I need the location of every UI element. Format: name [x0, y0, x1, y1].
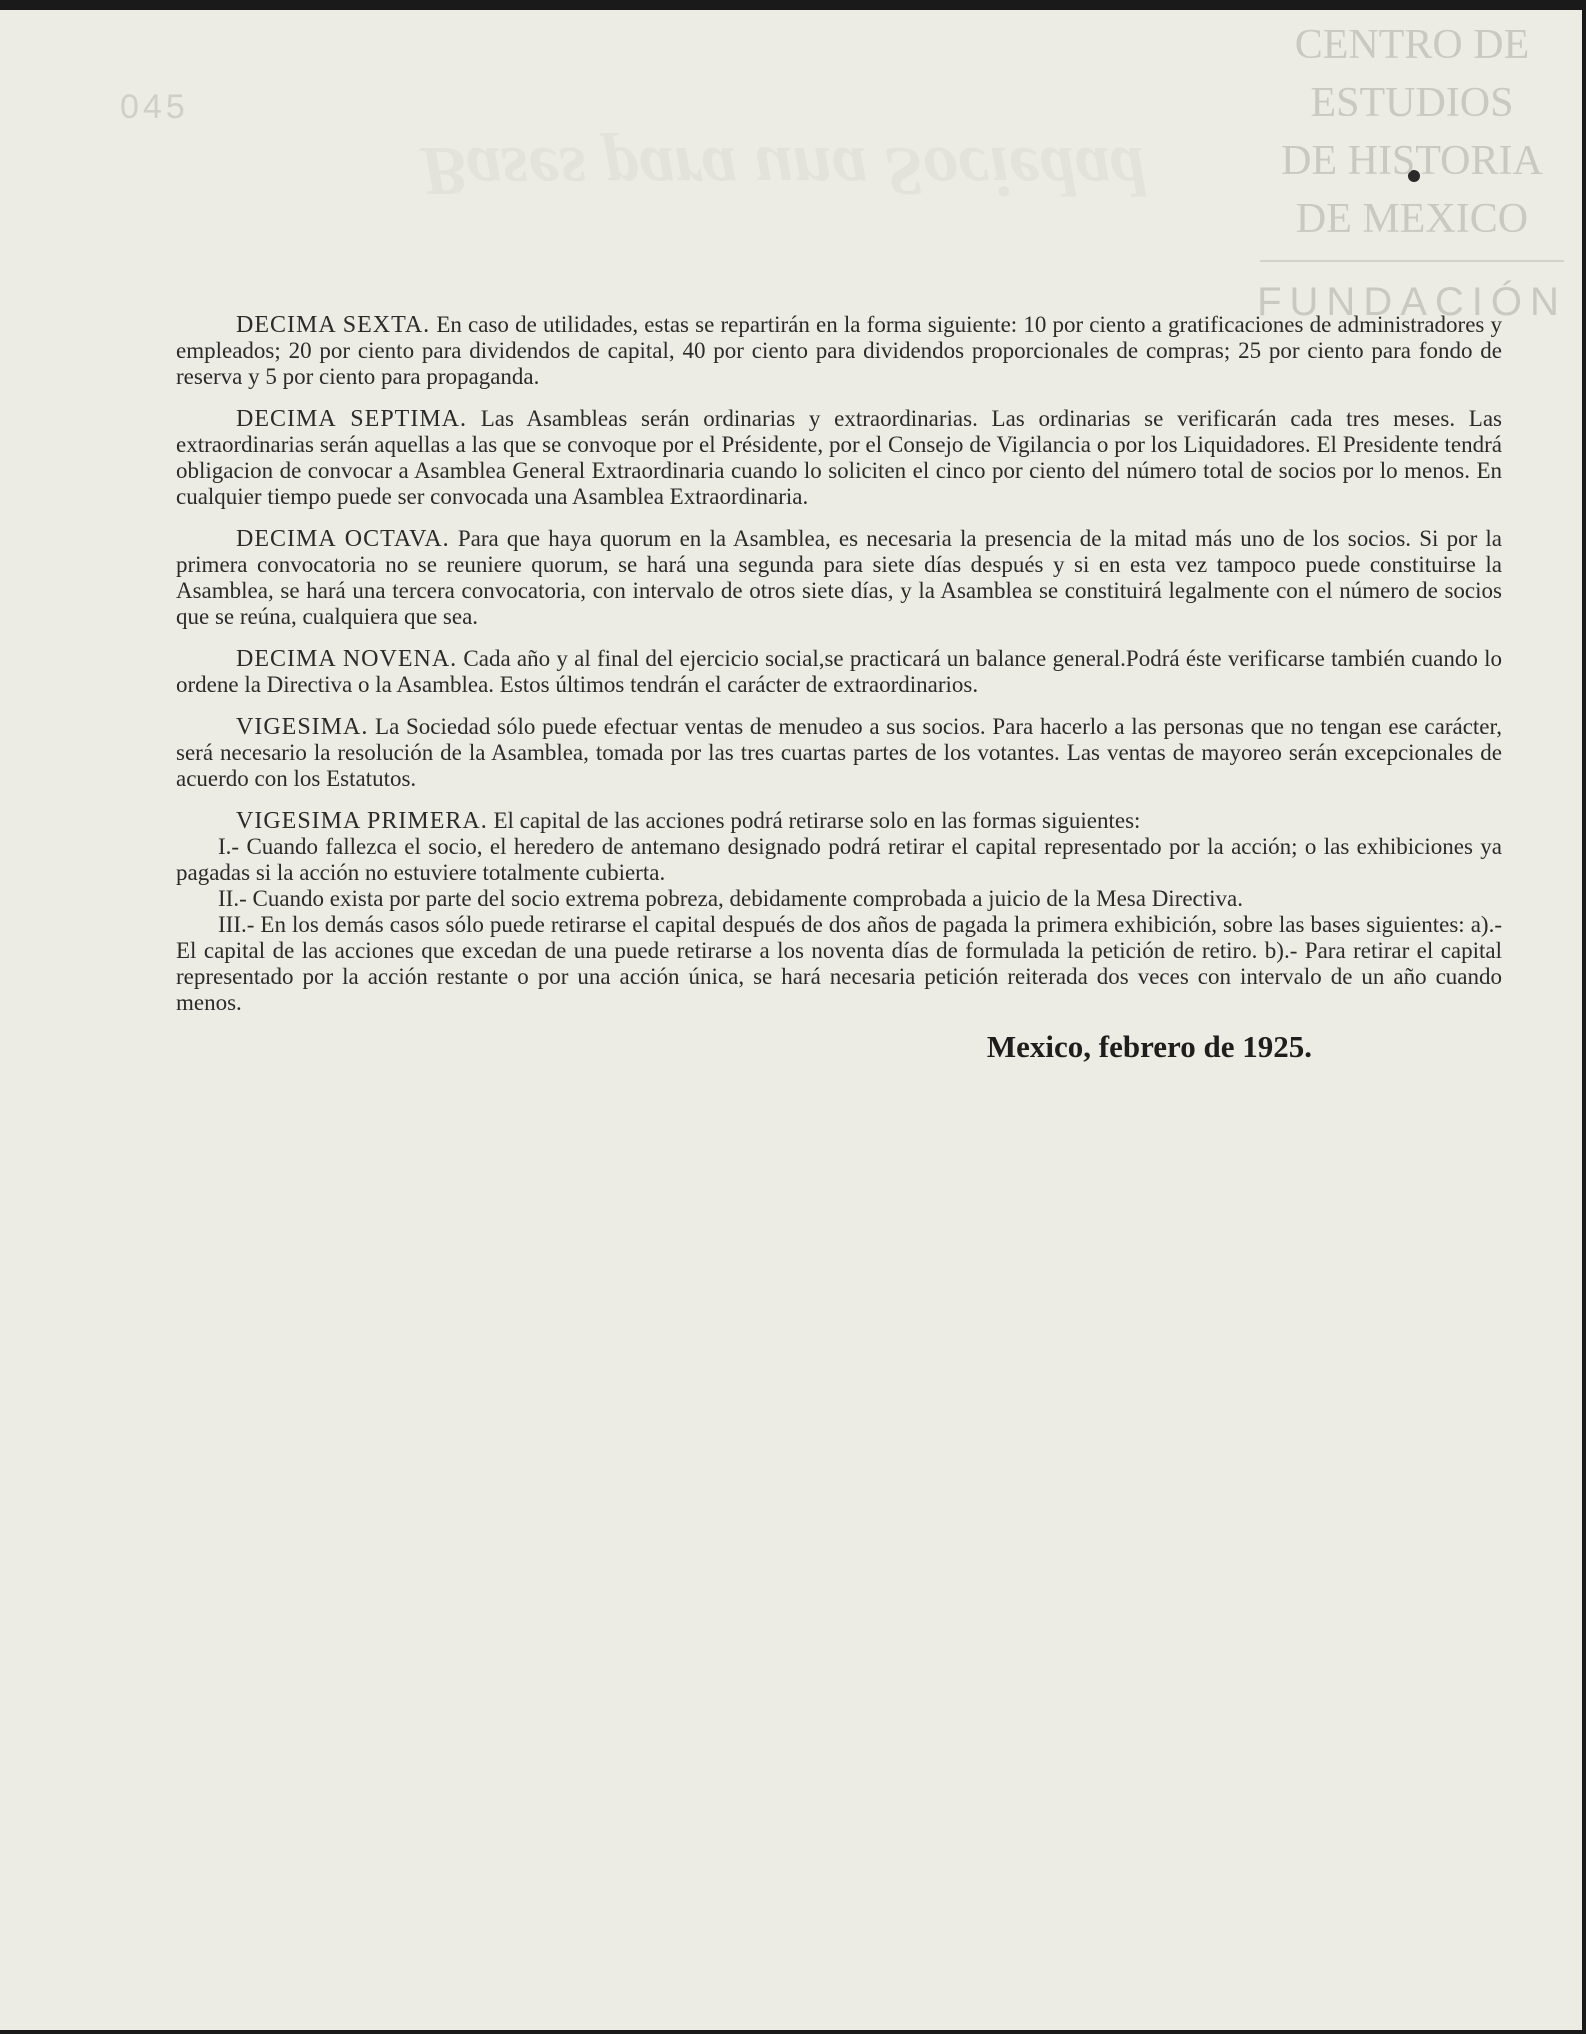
clause-text: La Sociedad sólo puede efectuar ventas de menudeo a sus socios. Para hacerlo a las personas que no tengan ese carácter, será necesario la resolución de la Asamblea, tomada por las tres cuartas partes de los votantes. Las ventas de mayoreo serán excepcionales de acuerdo con los Estatutos. — [176, 714, 1502, 791]
clause-heading: DECIMA OCTAVA. — [236, 526, 450, 552]
clause-decima-octava — [176, 526, 1502, 630]
clause-decima-septima — [176, 406, 1502, 510]
clause-text: En caso de utilidades, estas se repartirán en la forma siguiente: 10 por ciento a gratificaciones de administradores y empleados; 20 por ciento para dividendos de capital, 40 por ciento para dividendos proporcionales de compras; 25 por ciento para fondo de reserva y 5 por ciento para propaganda. — [176, 312, 1503, 389]
clause-heading: DECIMA SEXTA. — [236, 312, 431, 338]
watermark-line: CENTRO DE — [1294, 22, 1530, 68]
watermark-subtitle: FUNDACIÓN — [1257, 280, 1567, 324]
clause-item-i: I.- Cuando fallezca el socio, el heredero de antemano designado podrá retirar el capital representado por la acción; o las exhibiciones ya pagadas si la acción no estuviere totalmente cubierta. — [176, 834, 1502, 885]
clause-decima-sexta — [176, 312, 1502, 390]
watermark-line: DE HISTORIA — [1281, 138, 1543, 184]
document-body — [176, 312, 1503, 1064]
clause-heading: VIGESIMA. — [236, 714, 369, 740]
clause-vigesima-primera — [176, 808, 1502, 834]
clause-heading: DECIMA NOVENA. — [236, 646, 458, 672]
clause-heading: VIGESIMA PRIMERA. — [236, 808, 488, 834]
closing-date: Mexico, febrero de 1925. — [986, 1029, 1312, 1064]
watermark-line: DE MEXICO — [1295, 196, 1529, 242]
clause-vigesima — [176, 714, 1502, 792]
clause-text: Las Asambleas serán ordinarias y extraordinarias. Las ordinarias se verificarán cada tres meses. Las extraordinarias serán aquellas a las que se convoque por el Présidente, por el Consejo de Vigilancia o por los Liquidadores. El Presidente tendrá obligacion de convocar a Asamblea General Extraordinaria cuando lo soliciten el cinco por ciento del número total de socios por lo menos. En cualquier tiempo puede ser convocada una Asamblea Extraordinaria. — [176, 406, 1502, 509]
page-stamp: 045 — [120, 88, 189, 126]
clause-text: Cada año y al final del ejercicio social,se practicará un balance general.Podrá éste verificarse también cuando lo ordene la Directiva o la Asamblea. Estos últimos tendrán el carácter de extraordinarios. — [176, 646, 1502, 697]
document-sheet — [0, 10, 1582, 2030]
archive-watermark — [1252, 16, 1572, 325]
clause-decima-novena — [176, 646, 1502, 698]
clause-heading: DECIMA SEPTIMA. — [236, 406, 467, 432]
watermark-divider — [1260, 260, 1564, 262]
show-through-text: Bases para una Sociedad — [420, 132, 1146, 209]
clause-item-ii: II.- Cuando exista por parte del socio extrema pobreza, debidamente comprobada a juicio de la Mesa Directiva. — [218, 886, 1244, 911]
clause-text: Para que haya quorum en la Asamblea, es necesaria la presencia de la mitad más uno de los socios. Si por la primera convocatoria no se reuniere quorum, se hará una segunda para siete días después y si en esta vez tampoco puede constituirse la Asamblea, se hará una tercera convocatoria, con intervalo de otros siete días, y la Asamblea se constituirá legalmente con el número de socios que se reúna, cualquiera que sea. — [176, 526, 1503, 629]
clause-text: El capital de las acciones podrá retirarse solo en las formas siguientes: — [493, 808, 1141, 833]
watermark-line: ESTUDIOS — [1310, 80, 1514, 126]
clause-item-iii: III.- En los demás casos sólo puede retirarse el capital después de dos años de pagada la primera exhibición, sobre las bases siguientes: a).- El capital de las acciones que excedan de una puede retirarse a los noventa días de formulada la petición de retiro. b).- Para retirar el capital representado por la acción restante o por una acción única, se hará necesaria petición reiterada dos veces con intervalo de un año cuando menos. — [176, 912, 1502, 1015]
